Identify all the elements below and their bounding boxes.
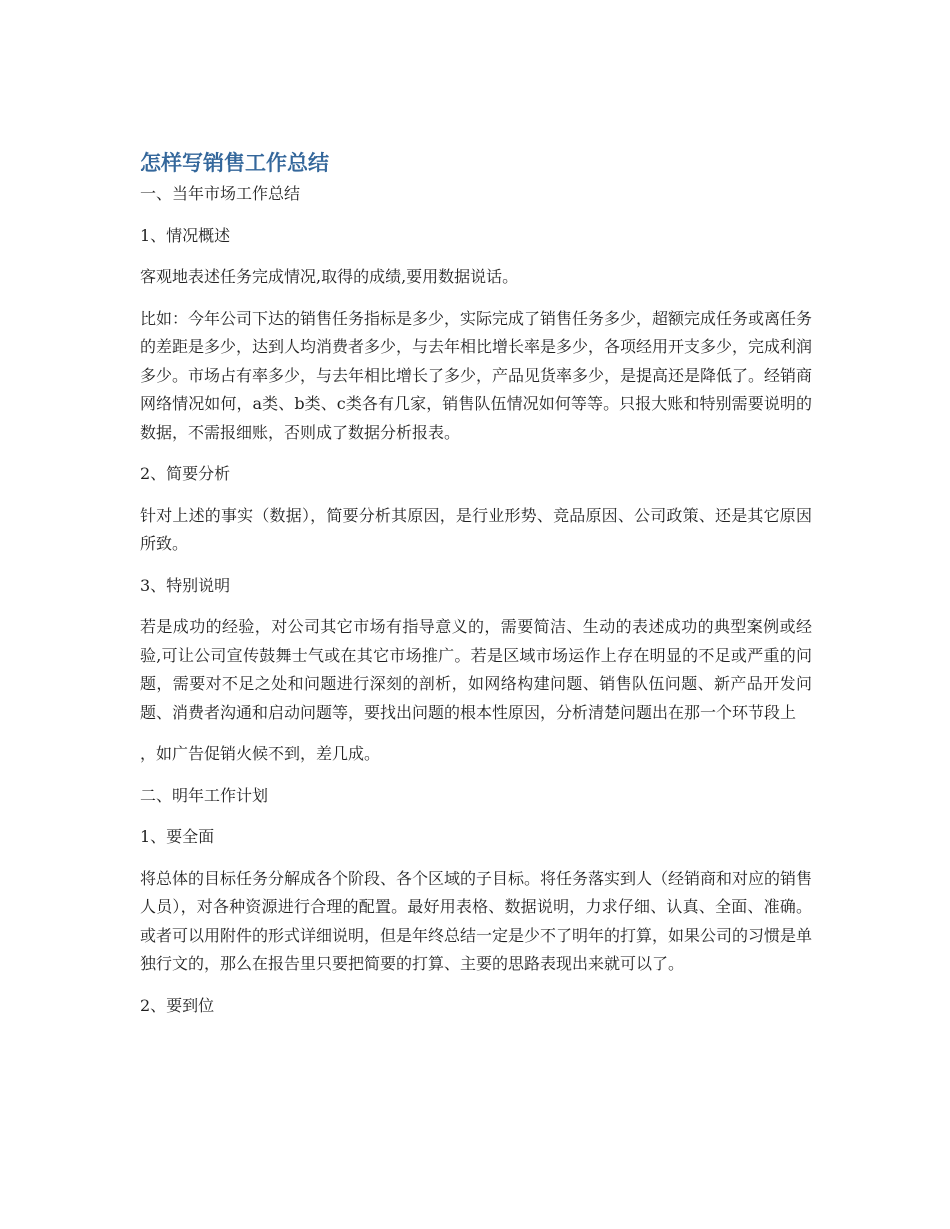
- section-heading-market-summary: 一、当年市场工作总结: [140, 184, 301, 203]
- section-heading-next-year-plan: 二、明年工作计划: [140, 785, 269, 805]
- subheading-comprehensive: 1、要全面: [140, 827, 215, 846]
- document-title: 怎样写销售工作总结: [140, 151, 329, 175]
- paragraph-analysis: 针对上述的事实（数据），简要分析其原因，是行业形势、竞品原因、公司政策、还是其它原因所致。: [140, 505, 812, 553]
- subheading-in-place: 2、要到位: [140, 995, 215, 1015]
- paragraph-overview-example: 比如：今年公司下达的销售任务指标是多少，实际完成了销售任务多少，超额完成任务或离任务的差距是多少，达到人均消费者多少，与去年相比增长率是多少，各项经用开支多少，完成利润多少。市场占有率多少，与去年相比增长了多少，产品见货率多少，是提高还是降低了。经销商网络情况如何，a类、b类、c类各有几家，销售队伍情况如何等等。只报大账和特别需要说明的数据，不需报细账，否则成了数据分析报表。: [140, 308, 813, 442]
- subheading-analysis: 2、简要分析: [140, 464, 231, 483]
- document-page: [140, 148, 812, 1020]
- paragraph-comprehensive: 将总体的目标任务分解成各个阶段、各个区域的子目标。将任务落实到人（经销商和对应的销售人员），对各种资源进行合理的配置。最好用表格、数据说明，力求仔细、认真、全面、准确。或者可以用附件的形式详细说明，但是年终总结一定是少不了明年的打算，如果公司的习惯是单独行文的，那么在报告里只要把简要的打算、主要的思路表现出来就可以了。: [140, 868, 813, 973]
- paragraph-special-notes: 若是成功的经验，对公司其它市场有指导意义的，需要简洁、生动的表述成功的典型案例或经验,可让公司宣传鼓舞士气或在其它市场推广。若是区域市场运作上存在明显的不足或严重的问题，需要对不足之处和问题进行深刻的剖析，如网络构建问题、销售队伍问题、新产品开发问题、消费者沟通和启动问题等，要找出问题的根本性原因，分析清楚问题出在那一个环节段上: [140, 617, 812, 722]
- subheading-overview: 1、情况概述: [140, 225, 231, 245]
- paragraph-overview-intro: 客观地表述任务完成情况,取得的成绩,要用数据说话。: [140, 267, 519, 286]
- paragraph-special-notes-continued: ，如广告促销火候不到，差几成。: [140, 744, 381, 763]
- subheading-special-notes: 3、特别说明: [140, 575, 231, 595]
